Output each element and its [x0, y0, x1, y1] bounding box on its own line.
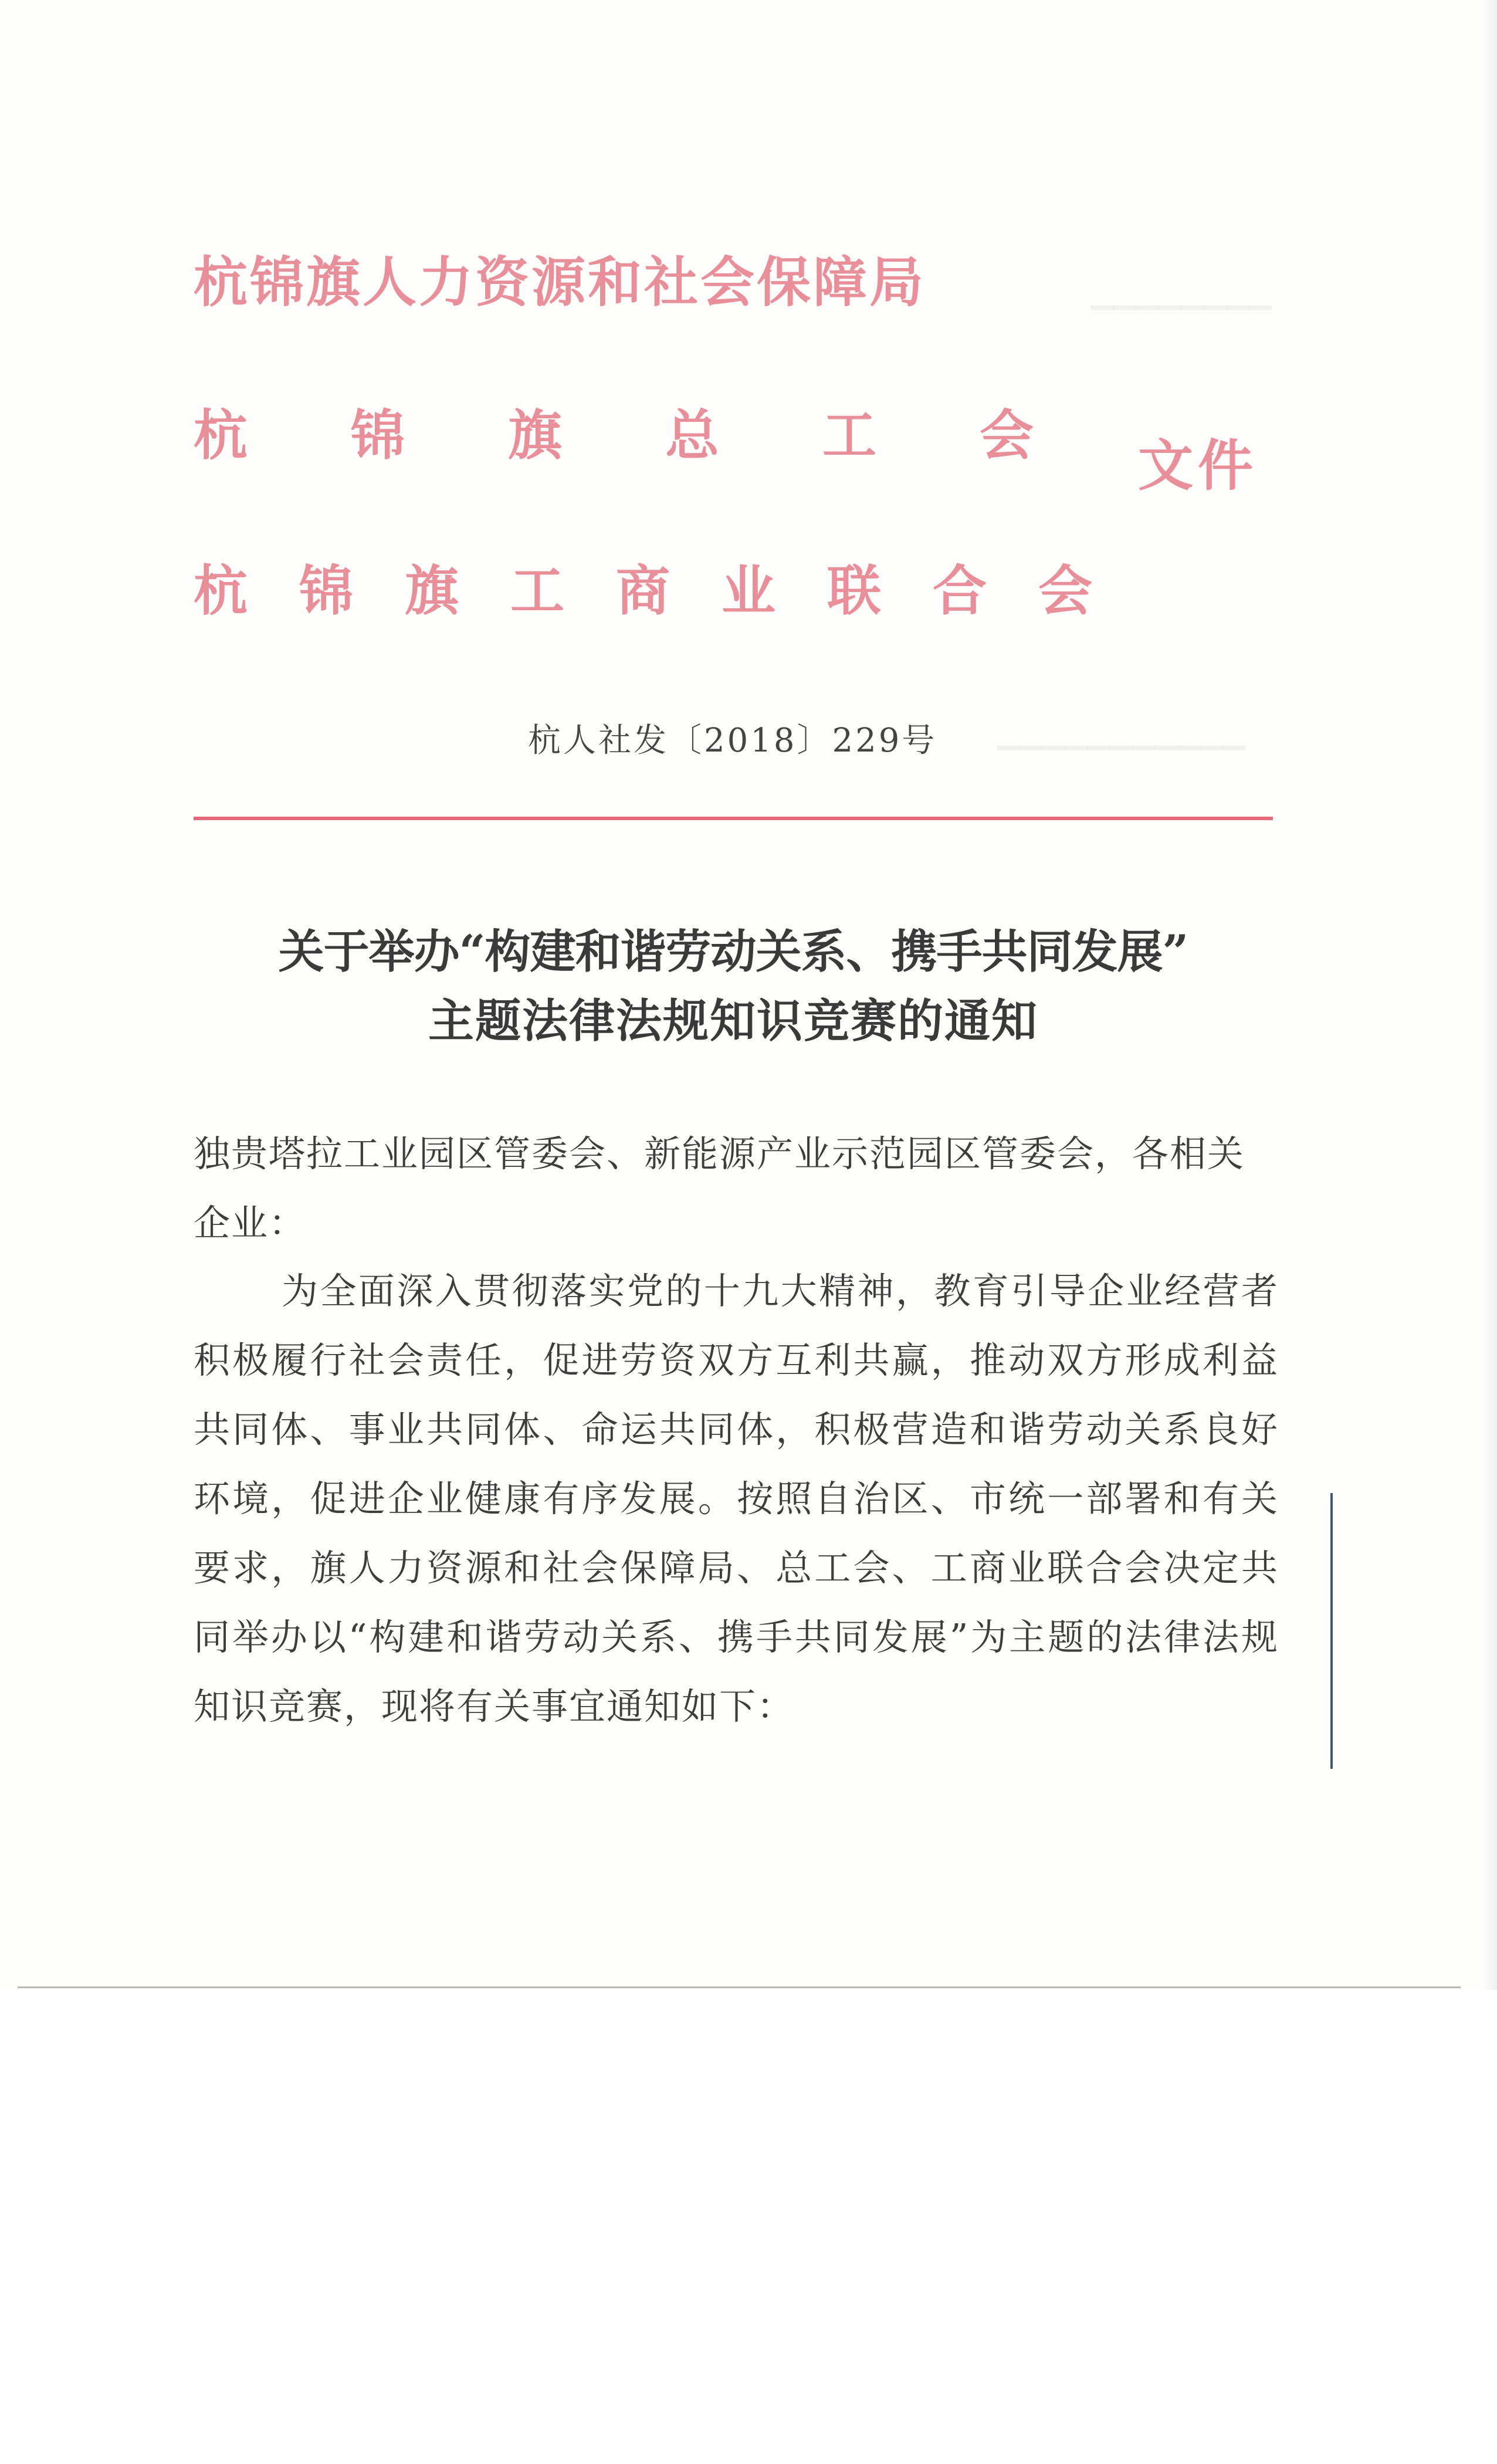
blank-area-below-page	[0, 1990, 1497, 2464]
page-bottom-edge	[18, 1986, 1461, 1988]
document-number: 杭人社发〔2018〕229号	[528, 722, 937, 760]
document-label: 文件	[1138, 434, 1258, 498]
scan-edge	[1485, 0, 1497, 1995]
document-title-line2: 主题法律法规知识竞赛的通知	[428, 994, 1038, 1048]
body-paragraph: 为全面深入贯彻落实党的十九大精神，教育引导企业经营者积极履行社会责任，促进劳资双方互利共赢，推动双方形成利益共同体、事业共同体、命运共同体，积极营造和谐劳动关系良好环境，促进企业健康有序发展。按照自治区、市统一部署和有关要求，旗人力资源和社会保障局、总工会、工商业联合会决定共同举办以“构建和谐劳动关系、携手共同发展”为主题的法律法规知识竞赛，现将有关事宜通知如下：	[194, 1270, 1279, 1728]
issuer-commerce-federation: 杭锦旗工商业联合会	[194, 560, 1144, 622]
document-title-line1: 关于举办“构建和谐劳动关系、携手共同发展”	[278, 925, 1188, 979]
addressee: 独贵塔拉工业园区管委会、新能源产业示范园区管委会，各相关企业：	[194, 1132, 1245, 1244]
bleed-through-shadow: ▁▁▁▁▁▁▁▁	[1091, 276, 1272, 310]
bleed-through-shadow: ▁▁▁▁▁▁▁▁▁▁▁	[997, 716, 1245, 750]
margin-binding-mark	[1330, 1493, 1333, 1769]
issuer-trade-union: 杭锦旗总工会	[194, 404, 1137, 467]
issuer-hrss-bureau: 杭锦旗人力资源和社会保障局	[194, 251, 926, 314]
red-separator-line	[194, 817, 1273, 820]
